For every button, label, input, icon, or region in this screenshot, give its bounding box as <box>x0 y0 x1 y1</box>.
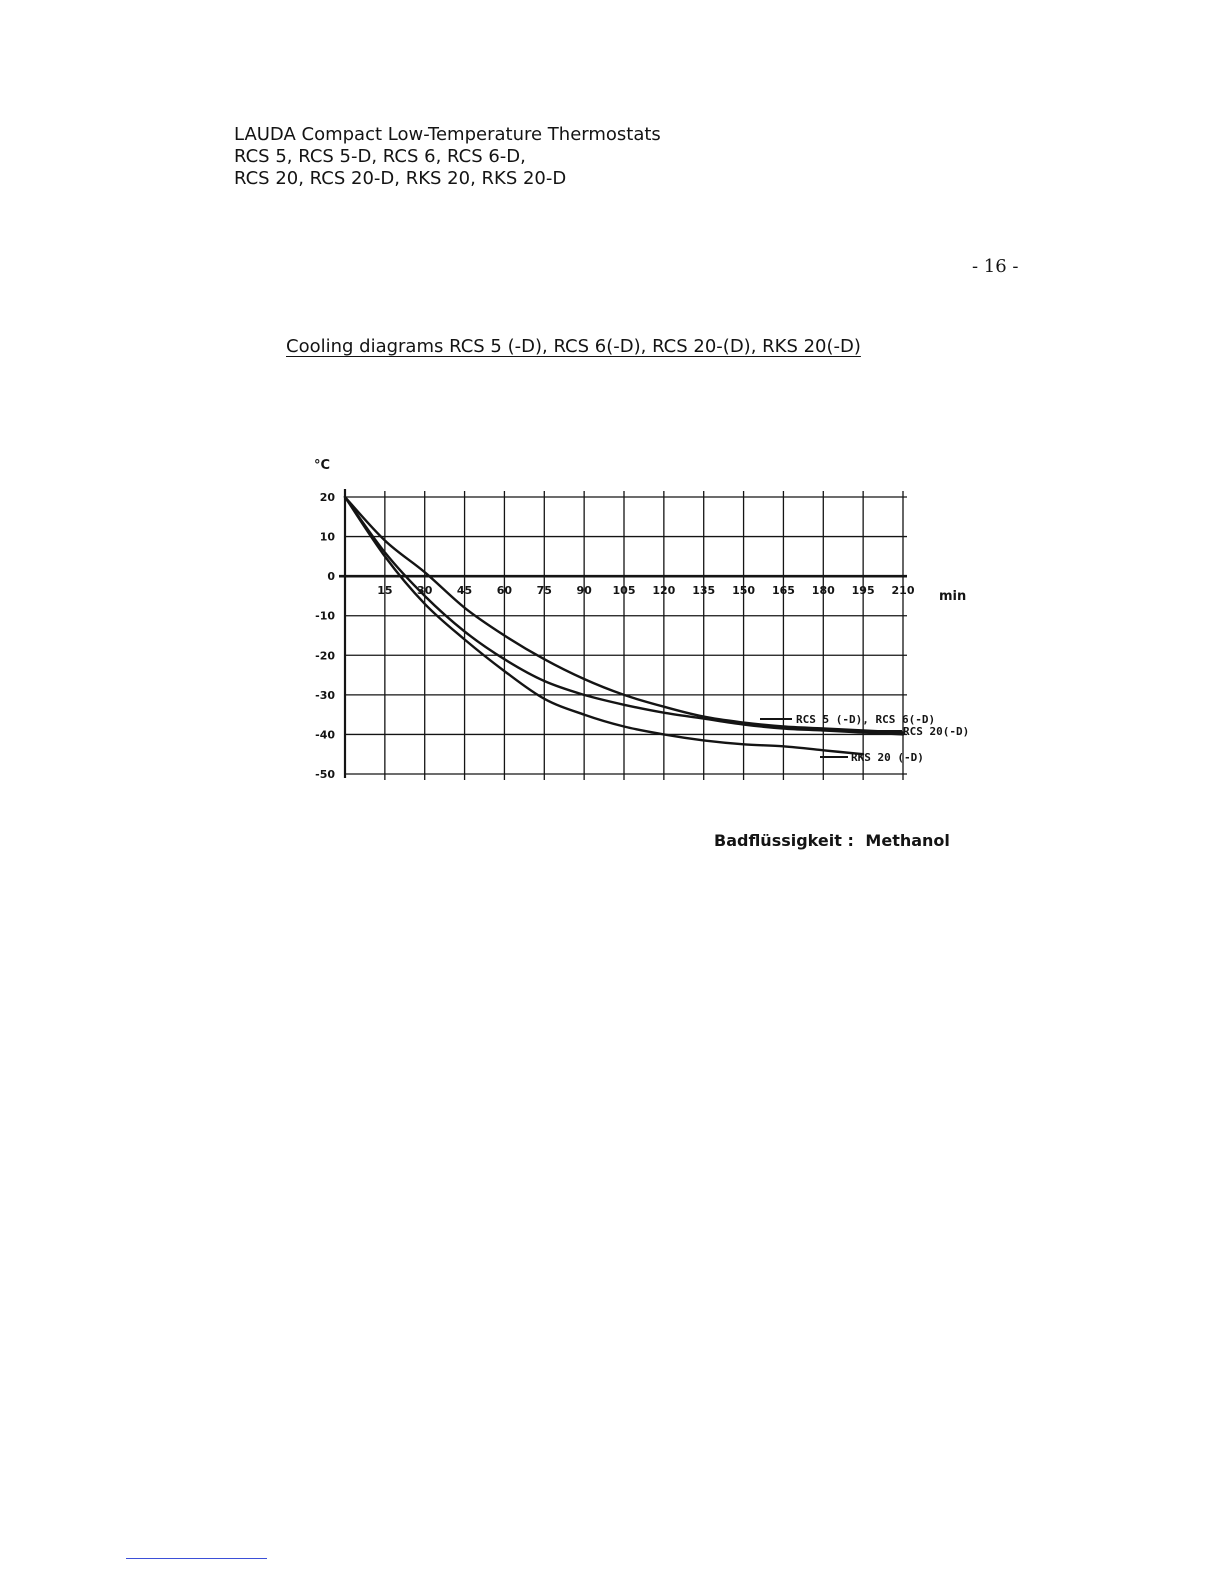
y-tick-label--30: -30 <box>315 688 335 702</box>
y-tick-label-20: 20 <box>319 491 335 504</box>
x-tick-label-210: 210 <box>891 584 915 598</box>
series-label-rcs20: RCS 20(-D) <box>903 725 970 738</box>
series-label-rks20: RKS 20 (-D) <box>851 751 924 764</box>
x-tick-label-165: 165 <box>771 584 795 598</box>
header-line-2: RCS 5, RCS 5-D, RCS 6, RCS 6-D, <box>234 146 526 167</box>
x-tick-label-15: 15 <box>377 584 393 598</box>
header-line-3: RCS 20, RCS 20-D, RKS 20, RKS 20-D <box>234 168 567 189</box>
x-tick-label-120: 120 <box>652 584 676 598</box>
y-tick-label-0: 0 <box>327 570 335 584</box>
chart-grid <box>339 491 907 780</box>
y-tick-label-10: 10 <box>319 530 335 544</box>
x-tick-label-45: 45 <box>456 584 473 598</box>
header-line-1: LAUDA Compact Low-Temperature Thermostats <box>234 124 661 145</box>
y-tick-label--10: -10 <box>315 609 335 623</box>
x-tick-label-150: 150 <box>732 584 756 598</box>
x-tick-label-75: 75 <box>536 584 552 598</box>
y-tick-label--40: -40 <box>315 728 335 742</box>
x-tick-label-105: 105 <box>612 584 636 598</box>
series-label-rcs5-rcs6: RCS 5 (-D), RCS 6(-D) <box>796 713 936 726</box>
bath-fluid-value: Methanol <box>865 831 950 850</box>
series-line-rks20 <box>345 497 863 754</box>
x-tick-label-30: 30 <box>417 584 433 598</box>
y-tick-label--50: -50 <box>315 768 335 781</box>
y-tick-label--20: -20 <box>315 649 335 663</box>
page-number: - 16 - <box>972 256 1019 277</box>
x-tick-label-135: 135 <box>692 584 716 598</box>
x-tick-labels <box>377 584 915 597</box>
x-tick-label-180: 180 <box>811 584 835 598</box>
footnote-rule <box>126 1558 267 1559</box>
y-tick-labels <box>315 491 335 781</box>
series-labels <box>760 713 969 764</box>
y-axis-label: °C <box>314 458 331 473</box>
diagram-title: Cooling diagrams RCS 5 (-D), RCS 6(-D), RCS 20-(D), RKS 20(-D) <box>286 336 861 357</box>
x-tick-label-195: 195 <box>851 584 875 598</box>
bath-fluid-note <box>714 831 950 850</box>
x-tick-label-90: 90 <box>576 584 592 598</box>
x-tick-label-60: 60 <box>496 584 513 598</box>
x-axis-label: min <box>939 589 967 604</box>
bath-fluid-label: Badflüssigkeit : <box>714 831 854 850</box>
